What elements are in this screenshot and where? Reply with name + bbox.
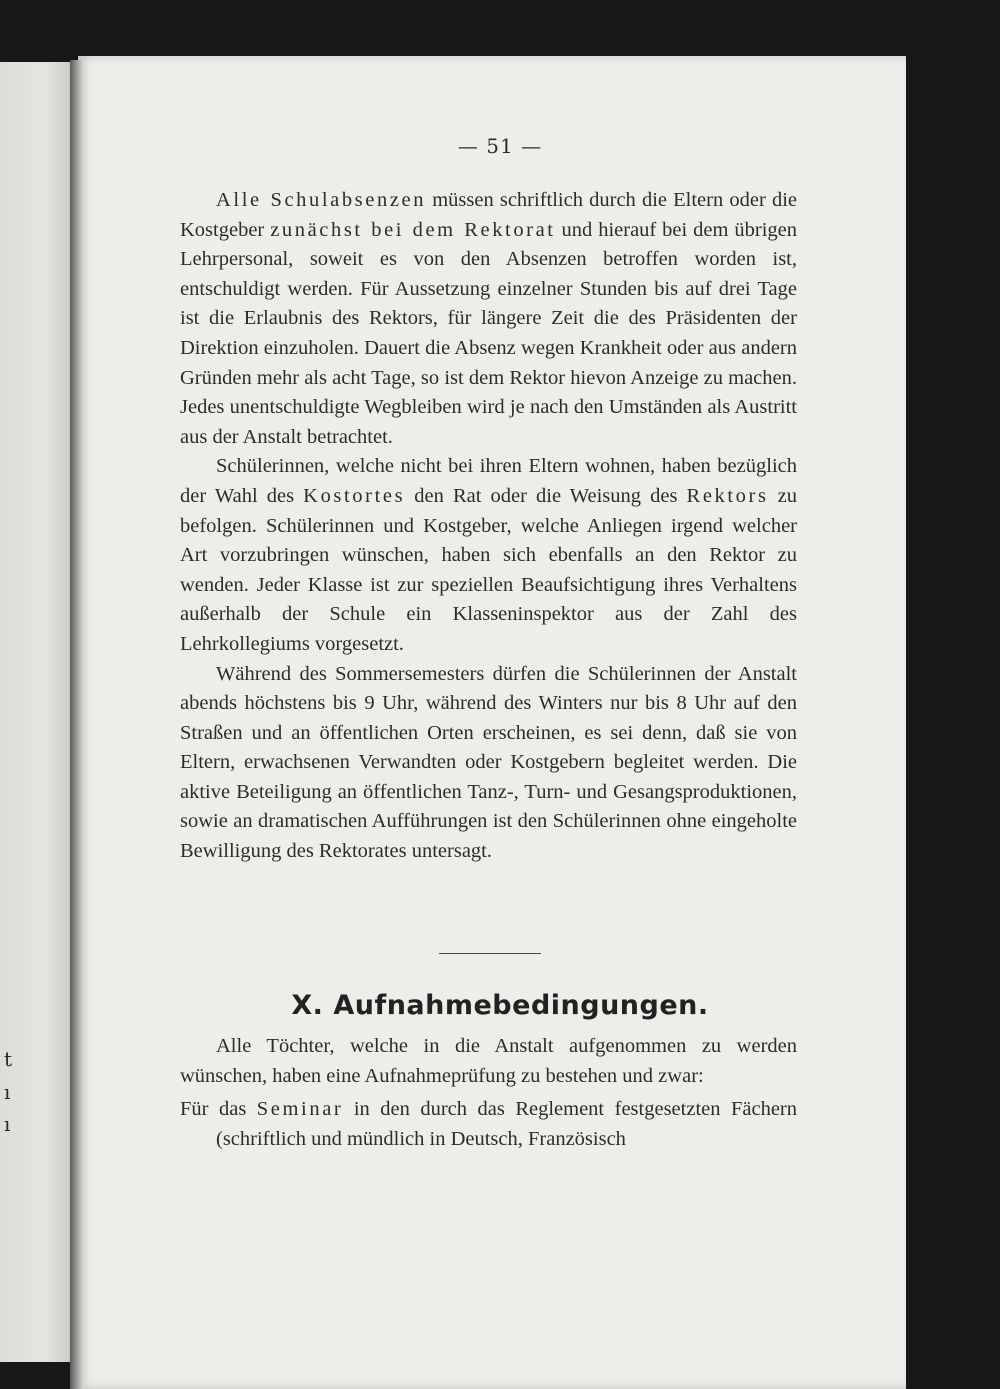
paragraph-lodging xyxy=(180,452,797,659)
paragraph-absences xyxy=(180,186,797,452)
spaced-emphasis: Alle Schulabsenzen xyxy=(216,189,427,211)
item-text: in den durch das Reglement festgesetzten Fächern (schriftlich und mündlich in Deutsch, Französisch xyxy=(216,1098,797,1150)
book-gutter xyxy=(70,60,84,1389)
left-page-mark: ı xyxy=(4,1112,11,1136)
section-heading: X. Aufnahmebedingungen. xyxy=(291,990,709,1021)
spaced-emphasis: zunächst bei dem Rektorat xyxy=(270,218,556,241)
paragraph-text: Schülerinnen, welche nicht bei ihren Eltern wohnen, haben bezüglich der Wahl des xyxy=(180,455,797,507)
item-lead: Für das xyxy=(180,1098,257,1121)
paragraph-text: den Rat oder die Weisung des xyxy=(405,484,687,507)
left-page-edge xyxy=(0,62,80,1362)
paragraph-text: müssen schriftlich durch die Eltern oder die Kostgeber xyxy=(180,189,797,241)
spaced-emphasis: Kostortes xyxy=(303,484,406,507)
spaced-emphasis: Seminar xyxy=(256,1098,344,1121)
spaced-emphasis: Rektors xyxy=(686,484,769,507)
body-text xyxy=(180,186,797,867)
left-page-mark: t xyxy=(4,1047,13,1071)
left-page-mark: ı xyxy=(4,1080,11,1104)
section-divider xyxy=(439,953,541,954)
paragraph-text: zu befolgen. Schülerinnen und Kostgeber, welche Anliegen irgend welcher Art vorzubringen wünschen, haben sich ebenfalls an den Rektor zu wenden. Jeder Klasse ist zur speziellen Beaufsichtigung ihres Verhaltens außerhalb der Schule ein Klasseninspektor aus der Zahl des Lehrkollegiums vorgesetzt. xyxy=(180,484,797,655)
page-number: — 51 — xyxy=(457,134,543,158)
section-intro: Alle Töchter, welche in die Anstalt aufgenommen zu werden wünschen, haben eine Aufnahmeprüfung zu bestehen und zwar: xyxy=(180,1035,797,1087)
section-text xyxy=(180,1032,797,1154)
paragraph-text: und hierauf bei dem übrigen Lehrpersonal, soweit es von den Absenzen betroffen worden ist, entschuldigt werden. Für Aussetzung einzelner Stunden bis auf drei Tage ist die Erlaubnis des Rektors, für längere Zeit die des Präsidenten der Direktion einzuholen. Dauert die Absenz wegen Krankheit oder aus andern Gründen mehr als acht Tage, so ist dem Rektor hievon Anzeige zu machen. Jedes unentschuldigte Wegbleiben wird je nach den Umständen als Austritt aus der Anstalt betrachtet. xyxy=(180,218,797,448)
section-item-seminar xyxy=(180,1095,797,1154)
paragraph-curfew: Während des Sommersemesters dürfen die Schülerinnen der Anstalt abends höchstens bis 9 Uhr, während des Winters nur bis 8 Uhr auf den Straßen und an öffentlichen Orten erscheinen, es sei denn, daß sie von Eltern, erwachsenen Verwandten oder Kostgebern begleitet werden. Die aktive Beteiligung an öffentlichen Tanz-, Turn- und Gesangsproduktionen, sowie an dramatischen Aufführungen ist den Schülerinnen ohne eingeholte Bewilligung des Rektorates untersagt. xyxy=(180,662,797,863)
